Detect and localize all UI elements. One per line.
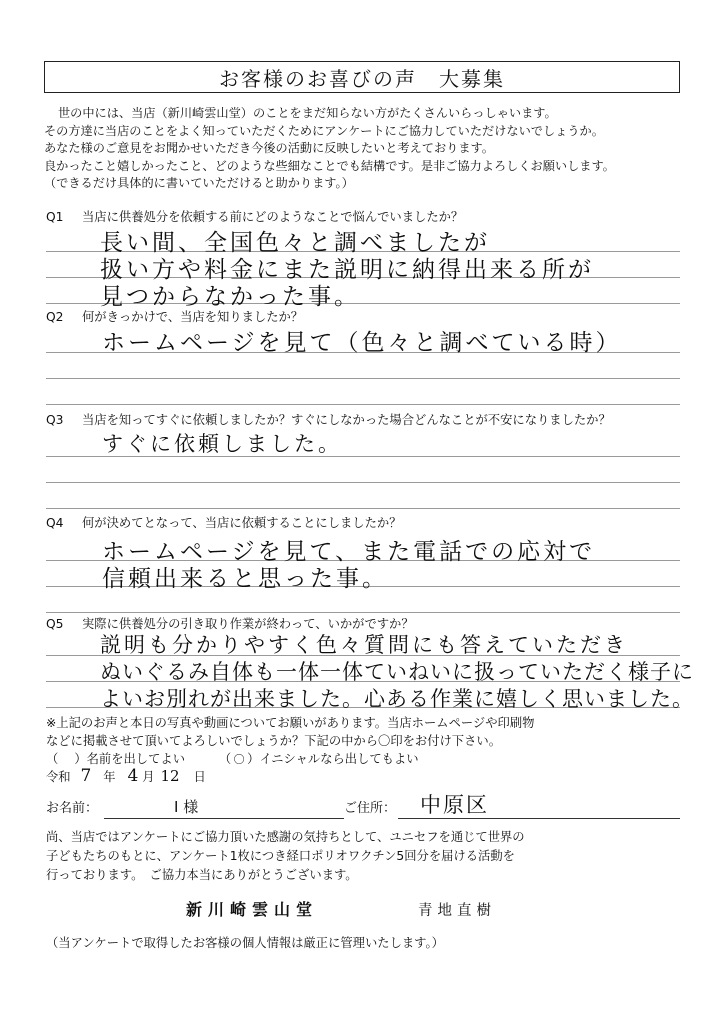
signatory-name: 青地直樹 <box>418 903 496 919</box>
date-row <box>46 768 206 787</box>
footer-note <box>46 828 686 885</box>
question-text: 何がきっかけで、当店を知りましたか？ <box>82 310 304 324</box>
question-number: Q4 <box>46 516 64 530</box>
option-initial-label: ）イニシャルなら出してもよい <box>247 752 419 766</box>
name-value: I 様 <box>174 798 199 816</box>
permission-options: （ ）名前を出してよい （ 〇 ）イニシャルなら出してもよい <box>46 751 419 769</box>
answer-line <box>46 378 680 379</box>
intro-line: あなた様のご意見をお聞かせいただき今後の活動に反映したいと考えております。 <box>44 141 494 155</box>
customer-info-row <box>46 793 680 819</box>
question-text: 実際に供養処分の引き取り作業が終わって、いかがですか？ <box>82 617 414 631</box>
handwritten-answer: 見つからなかった事。 <box>100 284 360 310</box>
address-label: ご住所： <box>344 801 397 816</box>
intro-line: （できるだけ具体的に書いていただけると助かります。） <box>44 176 354 190</box>
footer-line: 行っております。 ご協力本当にありがとうございます。 <box>46 868 358 882</box>
date-year-label: 年 <box>103 770 116 784</box>
question-3 <box>46 410 611 428</box>
answer-line <box>46 404 680 405</box>
answer-line <box>46 482 680 483</box>
date-year-value: 7 <box>80 766 92 786</box>
intro-line: 世の中には、当店（新川崎雲山堂）のことをまだ知らない方がたくさんいらっしゃいます。 <box>58 106 557 120</box>
question-text: 何が決めてとなって、当店に依頼することにしましたか？ <box>82 516 402 530</box>
handwritten-answer: ホームページを見て、また電話での応対で <box>102 539 596 565</box>
date-day-value: 12 <box>160 767 180 785</box>
question-number: Q5 <box>46 617 64 631</box>
footer-line: 尚、当店ではアンケートにご協力頂いた感謝の気持ちとして、ユニセフを通じて世界の <box>46 830 525 844</box>
question-text: 当店に供養処分を依頼する前にどのようなことで悩んでいましたか？ <box>82 210 464 224</box>
question-text: 当店を知ってすぐに依頼しましたか？すぐにしなかった場合どんなことが不安になりましたか？ <box>82 413 611 427</box>
handwritten-answer: ぬいぐるみ自体も一体一体ていねいに扱っていただく様子に <box>100 660 694 684</box>
handwritten-answer: 信頼出来ると思った事。 <box>102 566 388 592</box>
date-month-label: 月 <box>142 770 155 784</box>
question-2 <box>46 307 303 325</box>
shop-name: 新川崎雲山堂 <box>186 900 319 919</box>
option-name-label: ）名前を出してよい <box>74 752 185 766</box>
permission-line-2: などに掲載させて頂いてよろしいでしょうか？下記の中から〇印をお付け下さい。 <box>46 734 501 748</box>
privacy-note: （当アンケートで取得したお客様の個人情報は厳正に管理いたします。） <box>46 936 444 950</box>
address-value: 中原区 <box>420 793 489 817</box>
intro-line: 良かったこと嬉しかったこと、どのような些細なことでも結構です。是非ご協力よろしくお願いします。 <box>44 158 615 173</box>
name-label: お名前： <box>46 801 99 816</box>
permission-line-1: ※上記のお声と本日の写真や動画についてお願いがあります。当店ホームページや印刷物 <box>46 716 535 730</box>
question-4 <box>46 513 401 531</box>
handwritten-answer: すぐに依頼しました。 <box>102 432 342 456</box>
footer-line: 子どもたちのもとに、アンケート1枚につき経口ポリオワクチン5回分を届ける活動を <box>46 849 515 863</box>
option-initial-mark[interactable]: 〇 <box>233 753 245 766</box>
handwritten-answer: 説明も分かりやすく色々質問にも答えていただき <box>100 633 628 657</box>
question-number: Q1 <box>46 210 64 224</box>
handwritten-answer: 扱い方や料金にまた説明に納得出来る所が <box>100 257 594 283</box>
answer-line <box>46 612 680 613</box>
handwritten-answer: よいお別れが出来ました。心ある作業に嬉しく思いました。 <box>100 687 694 711</box>
date-month-value: 4 <box>127 766 139 786</box>
answer-line <box>46 508 680 509</box>
handwritten-answer: ホームページを見て（色々と調べている時） <box>102 330 622 356</box>
intro-line: その方達に当店のことをよく知っていただくためにアンケートにご協力していただけないでしょうか。 <box>44 123 604 138</box>
date-day-label: 日 <box>193 770 206 784</box>
question-number: Q2 <box>46 310 64 324</box>
intro-text <box>44 105 704 193</box>
form-title: お客様のお喜びの声 大募集 <box>44 61 680 93</box>
handwritten-answer: 長い間、全国色々と調べましたが <box>100 230 490 256</box>
question-1 <box>46 207 463 225</box>
date-era: 令和 <box>46 770 71 784</box>
question-number: Q3 <box>46 413 64 427</box>
